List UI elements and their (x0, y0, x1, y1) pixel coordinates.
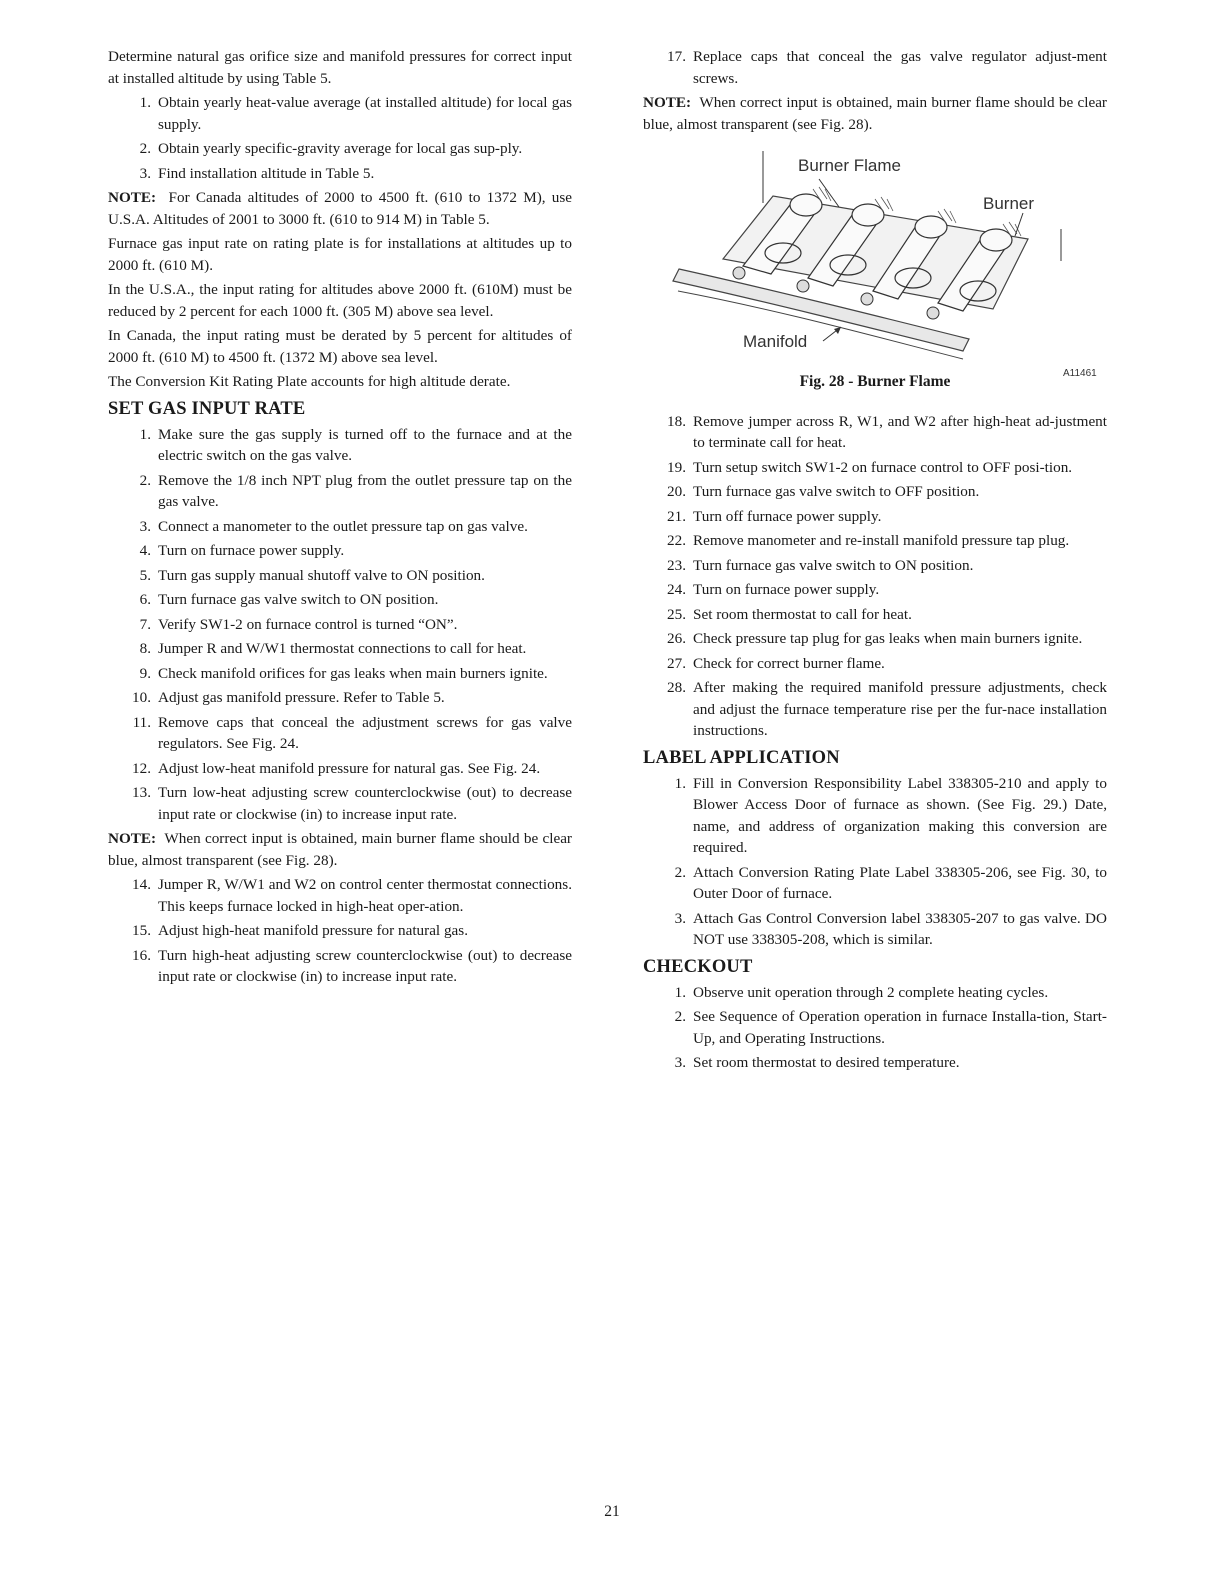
list-item (643, 982, 1107, 1004)
label-burner: Burner (983, 194, 1035, 213)
list-item (108, 163, 572, 185)
note-text: For Canada altitudes of 2000 to 4500 ft. (610 to 1372 M), use U.S.A. Altitudes of 2001 to 3000 ft. (610 to 914 M) in Table 5. (108, 189, 573, 228)
list-item (643, 604, 1107, 626)
list-item (643, 773, 1107, 859)
canada-derate-paragraph: In Canada, the input rating must be derated by 5 percent for altitudes of 2000 ft. (610 M) to 4500 ft. (1372 M) above sea level. (108, 327, 572, 366)
step-number: 15. (132, 922, 151, 939)
list-item (643, 1006, 1107, 1049)
list-item (643, 530, 1107, 552)
heading-set-gas-input-rate: SET GAS INPUT RATE (108, 398, 306, 419)
note-label: NOTE: (108, 830, 157, 847)
step-text: Remove the 1/8 inch NPT plug from the outlet pressure tap on the gas valve. (158, 471, 572, 510)
step-text: See Sequence of Operation operation in furnace Installa-tion, Start-Up, and Operating Instructions. (693, 1008, 1107, 1047)
note-canada (108, 187, 572, 230)
step-number: 2. (139, 140, 151, 157)
step-number: 27. (667, 654, 686, 672)
list-item (643, 908, 1107, 951)
step-number: 1. (674, 774, 686, 792)
step-text: Turn gas supply manual shutoff valve to ON position. (158, 566, 485, 584)
step-text: Attach Conversion Rating Plate Label 338305-206, see Fig. 30, to Outer Door of furnace. (693, 863, 1107, 902)
list-item (643, 555, 1107, 577)
list-item (108, 782, 572, 825)
step-number: 11. (132, 713, 151, 731)
label-manifold: Manifold (743, 332, 808, 351)
step-number: 3. (139, 517, 151, 535)
step-number: 21. (667, 507, 686, 525)
step-number: 22. (667, 532, 686, 549)
list-item (643, 506, 1107, 528)
step-text: Verify SW1-2 on furnace control is turned “ON”. (158, 615, 458, 633)
step-text: Turn high-heat adjusting screw counterclockwise (out) to decrease input rate or clockwise (in) to increase input rate. (158, 946, 572, 985)
list-item (643, 628, 1107, 650)
step-text: Turn furnace gas valve switch to ON position. (158, 591, 439, 608)
step-number: 2. (139, 471, 151, 489)
list-item (108, 945, 572, 988)
step-text: Obtain yearly specific-gravity average for local gas sup-ply. (158, 140, 523, 157)
rating-plate-paragraph: Furnace gas input rate on rating plate is for installations at altitudes up to 2000 ft. (610 M). (108, 235, 572, 274)
list-item (108, 92, 572, 135)
step-text: Attach Gas Control Conversion label 338305-207 to gas valve. DO NOT use 338305-208, which is similar. (693, 909, 1107, 948)
step-text: Set room thermostat to call for heat. (693, 605, 912, 623)
list-item (643, 653, 1107, 675)
note-burner-flame (108, 828, 572, 871)
step-text: Jumper R, W/W1 and W2 on control center thermostat connections. This keeps furnace locked in high-heat oper-ation. (158, 876, 572, 915)
step-text: Connect a manometer to the outlet pressure tap on gas valve. (158, 517, 528, 535)
page-number: 21 (604, 1503, 620, 1520)
step-text: Remove manometer and re-install manifold pressure tap plug. (693, 532, 1070, 549)
step-text: Observe unit operation through 2 complete heating cycles. (693, 983, 1049, 1001)
list-item (108, 638, 572, 660)
step-number: 8. (139, 640, 151, 657)
high-heat-steps (108, 874, 572, 988)
step-number: 14. (132, 876, 151, 893)
step-number: 23. (667, 556, 686, 574)
note-text: When correct input is obtained, main burner flame should be clear blue, almost transparent (see Fig. 28). (108, 830, 572, 869)
list-item (108, 614, 572, 636)
figure-caption: Fig. 28 - Burner Flame (799, 373, 951, 390)
list-item (108, 516, 572, 538)
step-number: 3. (674, 1054, 686, 1071)
step-text: Turn furnace gas valve switch to OFF position. (693, 483, 980, 500)
list-item (643, 862, 1107, 905)
step-text: Turn furnace gas valve switch to ON position. (693, 556, 974, 574)
list-item (643, 481, 1107, 503)
cap-steps (643, 46, 1107, 89)
step-number: 6. (139, 591, 151, 608)
step-number: 3. (674, 909, 686, 927)
step-number: 7. (139, 615, 151, 633)
list-item (108, 589, 572, 611)
step-number: 1. (139, 94, 151, 111)
step-number: 2. (674, 1008, 686, 1025)
step-text: Adjust low-heat manifold pressure for natural gas. See Fig. 24. (158, 759, 541, 777)
list-item (108, 138, 572, 160)
step-text: Turn off furnace power supply. (693, 507, 882, 525)
step-text: Remove jumper across R, W1, and W2 after high-heat ad-justment to terminate call for heat. (693, 412, 1107, 451)
step-number: 3. (139, 164, 151, 182)
step-number: 13. (132, 784, 151, 801)
altitude-steps (108, 92, 572, 184)
list-item (643, 457, 1107, 479)
step-text: Find installation altitude in Table 5. (158, 164, 375, 182)
list-item (643, 1052, 1107, 1074)
list-item (108, 424, 572, 467)
step-text: Replace caps that conceal the gas valve regulator adjust-ment screws. (693, 48, 1107, 87)
list-item (108, 874, 572, 917)
step-text: Set room thermostat to desired temperature. (693, 1054, 960, 1071)
step-number: 19. (667, 458, 686, 476)
list-item (643, 46, 1107, 89)
step-text: Jumper R and W/W1 thermostat connections to call for heat. (158, 640, 527, 657)
right-column (643, 46, 1107, 1077)
step-text: Turn setup switch SW1-2 on furnace control to OFF posi-tion. (693, 458, 1073, 476)
step-text: Check manifold orifices for gas leaks when main burners ignite. (158, 664, 548, 682)
note-burner-flame-right (643, 92, 1107, 135)
heading-checkout: CHECKOUT (643, 956, 753, 977)
checkout-steps (643, 982, 1107, 1074)
note-text: When correct input is obtained, main burner flame should be clear blue, almost transparent (see Fig. 28). (643, 94, 1107, 133)
step-number: 25. (667, 605, 686, 623)
step-number: 18. (667, 412, 686, 430)
step-number: 10. (132, 689, 151, 706)
step-text: Turn on furnace power supply. (158, 542, 345, 559)
conversion-kit-paragraph: The Conversion Kit Rating Plate accounts for high altitude derate. (108, 373, 511, 390)
step-text: Adjust high-heat manifold pressure for natural gas. (158, 922, 468, 939)
list-item (643, 677, 1107, 742)
figure-code: A11461 (1063, 368, 1097, 379)
note-label: NOTE: (643, 94, 692, 111)
note-label: NOTE: (108, 189, 157, 206)
list-item (643, 411, 1107, 454)
burner-flame-figure (643, 141, 1107, 379)
step-number: 9. (139, 664, 151, 682)
usa-derate-paragraph: In the U.S.A., the input rating for altitudes above 2000 ft. (610M) must be reduced by 2 percent for each 1000 ft. (305 M) above sea level. (108, 281, 572, 320)
intro-paragraph: Determine natural gas orifice size and manifold pressures for correct input at installed altitude by using Table 5. (108, 48, 572, 87)
left-column (108, 46, 572, 991)
step-number: 17. (667, 48, 686, 65)
step-text: Turn on furnace power supply. (693, 581, 880, 598)
step-number: 2. (674, 863, 686, 881)
step-number: 5. (139, 566, 151, 584)
list-item (108, 470, 572, 513)
step-text: Adjust gas manifold pressure. Refer to Table 5. (158, 689, 445, 706)
step-text: Make sure the gas supply is turned off to the furnace and at the electric switch on the gas valve. (158, 425, 572, 464)
step-number: 24. (667, 581, 686, 598)
list-item (108, 565, 572, 587)
list-item (108, 920, 572, 942)
step-text: Check for correct burner flame. (693, 654, 885, 672)
list-item (643, 579, 1107, 601)
list-item (108, 712, 572, 755)
step-number: 28. (667, 679, 686, 696)
step-number: 26. (667, 630, 686, 647)
step-text: Turn low-heat adjusting screw counterclockwise (out) to decrease input rate or clockwise (in) to increase input rate. (158, 784, 572, 823)
label-burner-flame: Burner Flame (798, 156, 901, 175)
gas-input-steps (108, 424, 572, 826)
step-number: 20. (667, 483, 686, 500)
step-number: 1. (139, 425, 151, 443)
list-item (108, 663, 572, 685)
step-text: Obtain yearly heat-value average (at installed altitude) for local gas supply. (158, 94, 572, 133)
list-item (108, 540, 572, 562)
step-text: Fill in Conversion Responsibility Label 338305-210 and apply to Blower Access Door of furnace as shown. (See Fig. 29.) Date, name, and address of organization making this conversion are required. (693, 774, 1107, 856)
step-number: 12. (132, 759, 151, 777)
completion-steps (643, 411, 1107, 742)
step-text: Remove caps that conceal the adjustment screws for gas valve regulators. See Fig. 24. (158, 713, 572, 752)
label-steps (643, 773, 1107, 951)
heading-label-application: LABEL APPLICATION (643, 747, 840, 768)
list-item (108, 758, 572, 780)
step-number: 16. (132, 946, 151, 964)
step-number: 4. (139, 542, 151, 559)
list-item (108, 687, 572, 709)
step-text: After making the required manifold pressure adjustments, check and adjust the furnace temperature rise per the fur-nace installation instructions. (693, 679, 1107, 739)
step-text: Check pressure tap plug for gas leaks when main burners ignite. (693, 630, 1083, 647)
step-number: 1. (674, 983, 686, 1001)
